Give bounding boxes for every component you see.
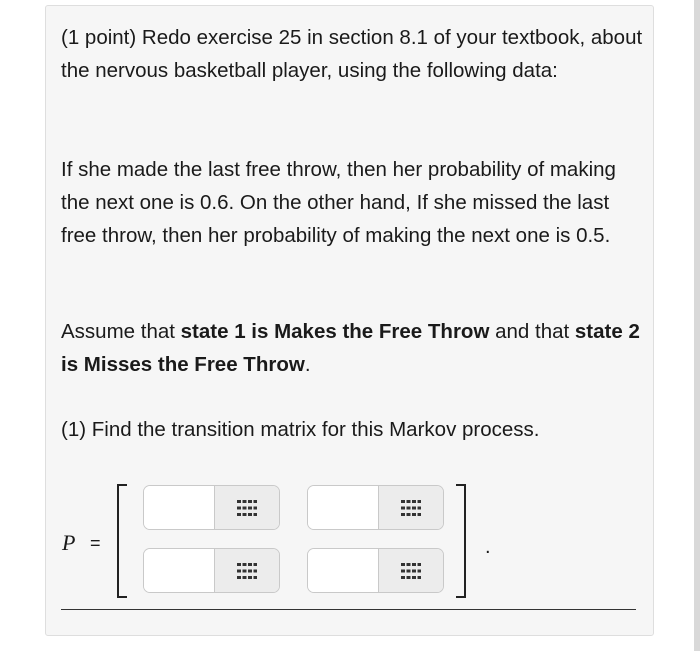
matrix-tool-button-r2c1[interactable] [214,549,279,592]
grid-picker-icon [400,499,422,517]
bottom-divider [61,609,636,610]
matrix-input-r1c2[interactable] [308,486,380,529]
grid-picker-icon [236,499,258,517]
matrix-cell-r2c1 [143,548,280,593]
state-1-definition: state 1 is Makes the Free Throw [180,320,490,343]
equals-sign: = [90,533,101,553]
matrix-cell-r2c2 [307,548,444,593]
matrix-tool-button-r1c2[interactable] [378,486,443,529]
state-assumption [61,315,646,381]
state-2-definition: state 2 is Misses the Free Throw [61,320,640,376]
matrix-tool-button-r1c1[interactable] [214,486,279,529]
grid-picker-icon [400,562,422,580]
assume-prefix: Assume that [61,320,181,343]
grid-picker-icon [236,562,258,580]
problem-intro: (1 point) Redo exercise 25 in section 8.1 of your textbook, about the nervous basketball player, using the following data: [61,26,643,82]
assume-middle: and that [489,320,575,343]
matrix-trailing-period: . [485,536,491,558]
matrix-input-r1c1[interactable] [144,486,216,529]
matrix-tool-button-r2c2[interactable] [378,549,443,592]
matrix-right-bracket [456,484,466,598]
assume-suffix: . [304,353,311,376]
matrix-label: P [62,530,76,555]
task-instruction: (1) Find the transition matrix for this Markov process. [61,418,540,441]
scrollbar-edge [694,0,700,651]
matrix-cell-r1c1 [143,485,280,530]
problem-data: If she made the last free throw, then her probability of making the next one is 0.6. On the other hand, If she missed the last free throw, then her probability of making the next one is 0.5. [61,158,616,247]
matrix-input-r2c2[interactable] [308,549,380,592]
matrix-input-r2c1[interactable] [144,549,216,592]
matrix-left-bracket [117,484,127,598]
matrix-cell-r1c2 [307,485,444,530]
